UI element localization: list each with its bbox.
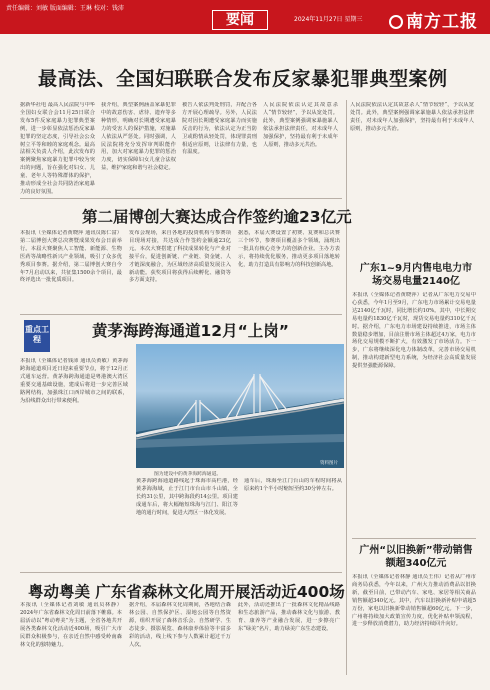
logo-text: 南方工报 — [406, 12, 478, 32]
contest-col-3: 据悉，本届大赛设置了初赛、复赛和总决赛三个环节，参赛项目覆盖多个领域，涌现出一批具有核心竞争力的创新企业。主办方表示，将持续优化服务，推动更多项目落地转化，助力打造具有影响力的科技创新高地。 — [238, 230, 340, 268]
main-col-3: 被告人依法判处刑罚，并配合各方开展心理疏导。另外，人民法院对因长期遭受家庭暴力而实施反击的行为，依法认定为正当防卫或酌情从轻处罚，体现罪责刑相适应原则，让法律有力量，也有温度。 — [182, 102, 257, 156]
bridge-illustration — [136, 344, 344, 468]
divider — [352, 538, 476, 539]
bridge-col-3: 通车后，珠海至江门台山的车程时间将从原来约1个半小时缩短至约30分钟左右。 — [244, 478, 342, 492]
page-header — [0, 0, 490, 34]
power-headline: 广东1~9月内售电电力市场交易电量2140亿 — [359, 263, 473, 287]
editor-credits: 责任编辑：刘敏 版面编辑：王琳 校对：钱沛 — [6, 5, 124, 12]
main-col-1: 据新华社电 最高人民法院与中华全国妇女联合会11月25日联合发布5件反家庭暴力犯罪典型案例，进一步彰显依法惩治反家暴犯罪的坚定态度，引导社会公众树立平等和睦的家庭观念。最高法相关负责人介绍，此次发布的案例聚焦家庭暴力犯罪中较为突出的问题，旨在强化对妇女、儿童、老年人等特殊群体的保护，推动形成全社会共同防治家庭暴力的良好氛围。 — [20, 102, 95, 195]
divider — [20, 314, 342, 315]
main-headline: 最高法、全国妇联联合发布反家暴犯罪典型案例 — [38, 68, 448, 90]
section-label: 要闻 — [212, 10, 268, 30]
contest-col-1: 本报讯（全媒体记者黄晓萍 通讯员陈仁富）第二届博创大赛总决赛暨成果发布会日前举行。本届大赛聚焦人工智能、新能源、生物医药等战略性新兴产业领域，吸引了众多优秀项目参赛。据介绍，第二届博创大赛自今年7月启动以来，共征集1500余个项目，最终评选出一批优质项目。 — [20, 230, 122, 284]
bridge-col-1: 本报讯（全媒体记者钱沛 通讯员黄敏）黄茅海跨海通道项目近日迎来重要节点，将于12月正式通车运营。黄茅海跨海通道是粤港澳大湾区重要交通基础设施，建成后将进一步完善区域路网结构，加强珠江口西岸城市之间的联系，为沿线群众出行带来便利。 — [20, 358, 128, 404]
issue-date: 2024年11月27日 星期三 — [294, 16, 363, 23]
bridge-col-2: 黄茅海跨海通道路线起于珠海市高栏港，经黄茅海海域，止于江门市台山市斗山镇，全长约31公里，其中跨海段约14公里。项目建成通车后，将大幅缩短珠海与江门、阳江等地的通行时间，促进大湾区一体化发展。 — [136, 478, 238, 516]
divider — [20, 198, 342, 199]
column-divider — [346, 100, 347, 675]
bridge-photo — [136, 344, 344, 468]
contest-headline: 第二届博创大赛达成合作签约逾23亿元 — [82, 208, 352, 226]
forest-col-1: 本报讯（全媒体记者刘敏 通讯员林静）2024年广东省森林文化周日前落下帷幕。本届活动以“粤动粤美”为主题，全省各地共开展各类森林文化活动近400场，吸引广大市民群众积极参与，在亲近自然中感受岭南森林文化的独特魅力。 — [20, 602, 122, 648]
forest-col-3: 此外，活动还推出了一批森林文化精品线路和生态旅游产品，推动森林文化与旅游、教育、康养等产业融合发展，进一步擦亮广东“绿美”名片，助力绿美广东生态建设。 — [238, 602, 340, 632]
newspaper-logo — [389, 7, 478, 32]
forest-col-2: 据介绍，本届森林文化周期间，各地结合森林公园、自然保护区、湿地公园等自然资源，组织开展了森林音乐会、自然研学、生态徒步、摄影展览、森林康养体验等丰富多彩的活动，线上线下参与人数累计超过千万人次。 — [129, 602, 231, 648]
forest-headline: 粤动粤美 广东省森林文化周开展活动近400场 — [28, 583, 345, 601]
trade-body: 本报讯（全媒体记者林静 通讯员王伟）记者从广州市商务局获悉，今年以来，广州大力推动消费品以旧换新，截至目前，已带动汽车、家电、家居等相关商品销售额超340亿元。其中，汽车以旧换新补贴申请超5万份，家电以旧换新带动销售额超60亿元。下一步，广州将持续加大政策宣传力度，优化补贴申领流程，进一步释放消费潜力，助力经济持续回升向好。 — [352, 574, 476, 628]
contest-col-2: 发布会现场，来自各地的投资机构与参赛项目现场对接，共达成合作签约金额逾23亿元。本次大赛搭建了科技成果转化与产业对接平台，促进创新链、产业链、资金链、人才链深度融合，为区域经济高质量发展注入新动能。获奖项目将获得后续孵化、融资等多方面支持。 — [129, 230, 231, 284]
key-project-badge: 重点工程 — [24, 320, 50, 352]
trade-headline: 广州“以旧换新”带动销售额超340亿元 — [359, 545, 473, 569]
bridge-headline: 黄茅海跨海通道12月“上岗” — [92, 322, 289, 340]
power-body: 本报讯（全媒体记者黄晓萍）记者从广东电力交易中心获悉，今年1月至9月，广东电力市场累计交易电量达2140亿千瓦时，同比增长约10%。其中，中长期交易电量约1830亿千瓦时，现货交易电量约310亿千瓦时。据介绍，广东电力市场建设持续推进，市场主体数量稳步增加，目前注册市场主体超过4万家，电力市场化交易规模不断扩大，有效激发了市场活力。下一步，广东将继续深化电力体制改革，完善市场交易机制，推动构建新型电力系统，为经济社会高质量发展提供坚强能源保障。 — [352, 292, 476, 370]
main-col-4: 人民法院依法认定其故意杀人“情节较轻”，予以从宽处罚。此外，典型案例强调家暴施暴人依法承担法律责任，对未成年人加强保护，坚持最有利于未成年人原则，推动多元共治。 — [263, 102, 338, 148]
main-col-5: 人民法院依法认定其故意杀人“情节较轻”，予以从宽处罚。此外，典型案例强调家暴施暴人依法承担法律责任，对未成年人加强保护，坚持最有利于未成年人原则，推动多元共治。 — [350, 102, 474, 132]
divider — [20, 572, 342, 573]
main-col-2: 我介绍，典型案例涵盖家暴犯罪中的故意伤害、虐待、遗弃等多种情形，明确对长期遭受家庭暴力的受害人的保护措施，对施暴人依法从严惩处。同时强调，人民法院将充分发挥审判职能作用，加大对家庭暴力犯罪的惩治力度，切实保障妇女儿童合法权益，维护家庭和谐与社会稳定。 — [101, 102, 176, 172]
photo-credit: 资料图片 — [320, 461, 338, 466]
photo-caption: 图为建设中的黄茅海跨海通道。 — [154, 472, 222, 477]
logo-mark-icon — [389, 15, 403, 29]
